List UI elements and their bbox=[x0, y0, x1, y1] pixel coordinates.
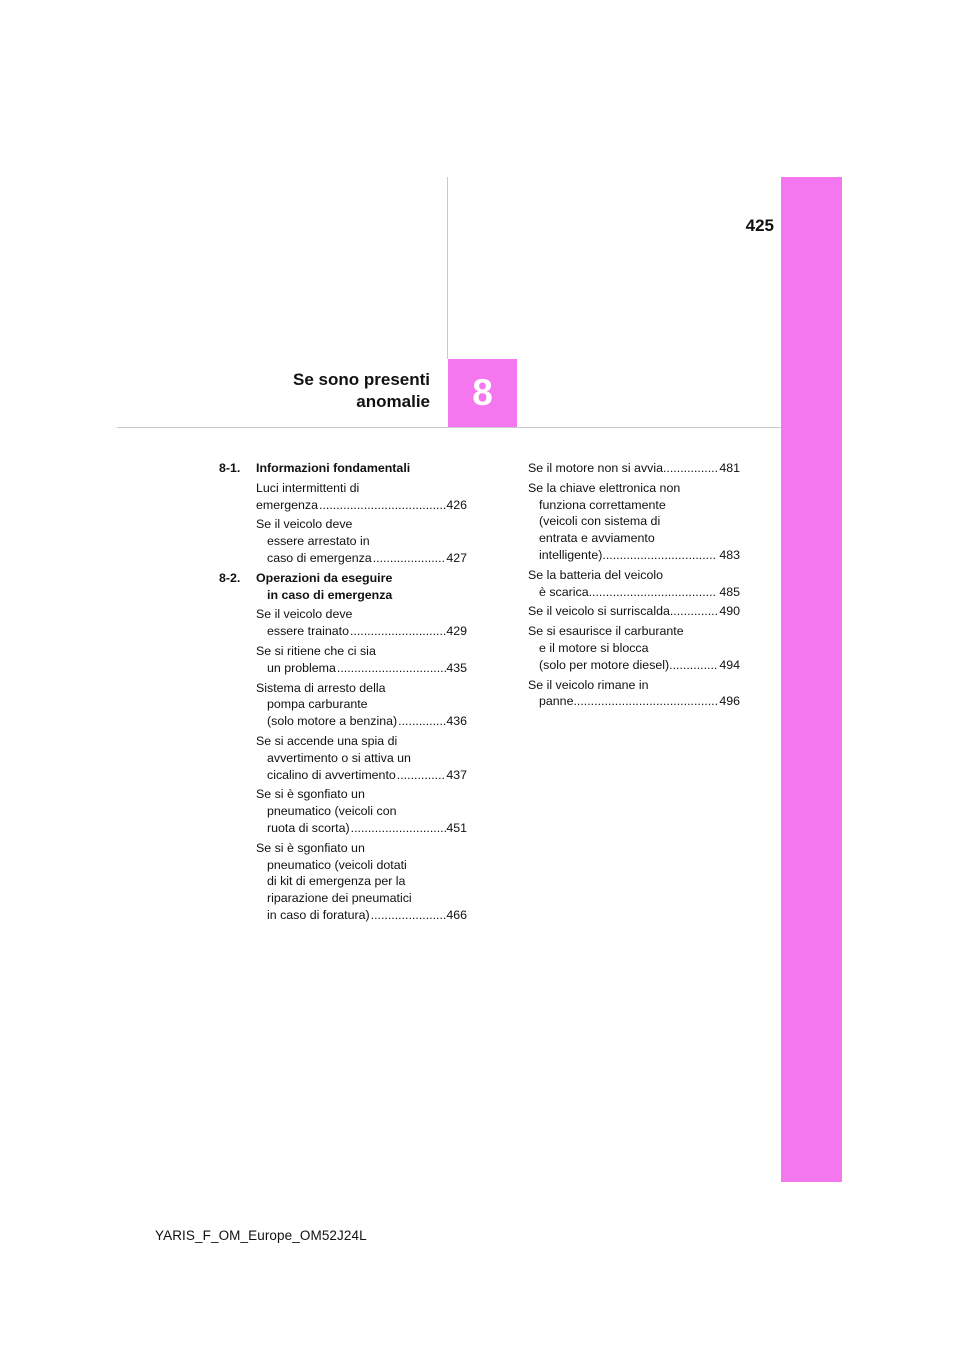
section-title: in caso di emergenza bbox=[267, 587, 393, 602]
toc-entry-text: riparazione dei pneumatici bbox=[267, 891, 412, 906]
toc-entry-text: Se la chiave elettronica non bbox=[528, 480, 681, 495]
toc-entry-text: essere trainato bbox=[267, 624, 349, 639]
toc-entry-text: un problema bbox=[267, 660, 336, 675]
toc-entry-text: Se il veicolo rimane in bbox=[528, 677, 649, 692]
toc-entry[interactable] bbox=[528, 603, 740, 620]
toc-entry-text: funziona correttamente bbox=[539, 497, 666, 512]
toc-entry[interactable] bbox=[528, 567, 740, 601]
toc-entry-text: ruota di scorta) bbox=[267, 820, 350, 835]
toc-entry-text: emergenza bbox=[256, 497, 318, 512]
toc-section-heading bbox=[219, 460, 467, 477]
dot-leader bbox=[589, 584, 718, 601]
toc-entry-text: e il motore si blocca bbox=[539, 640, 649, 655]
toc-right-column bbox=[528, 460, 740, 713]
toc-entry-text: entrata e avviamento bbox=[539, 531, 655, 546]
dot-leader bbox=[371, 907, 447, 924]
toc-entry-page: 481 bbox=[719, 461, 740, 475]
toc-entry-text: Se si ritiene che ci sia bbox=[256, 643, 376, 658]
horizontal-divider bbox=[117, 427, 781, 428]
toc-entry-text: di kit di emergenza per la bbox=[267, 874, 406, 889]
toc-entry-page: 435 bbox=[446, 660, 467, 675]
toc-entry-page: 494 bbox=[719, 657, 740, 672]
toc-entry[interactable] bbox=[256, 680, 467, 730]
toc-entry-page: 485 bbox=[719, 584, 740, 599]
dot-leader bbox=[337, 660, 446, 677]
toc-left-column bbox=[219, 460, 467, 927]
chapter-title bbox=[230, 369, 430, 413]
chapter-side-tab bbox=[781, 177, 842, 1182]
toc-entry-page: 427 bbox=[446, 550, 467, 565]
toc-entry-text: Se il veicolo deve bbox=[256, 517, 353, 532]
dot-leader bbox=[351, 820, 447, 837]
toc-entry-text: (solo per motore diesel) bbox=[539, 657, 670, 672]
toc-entry-text: Se la batteria del veicolo bbox=[528, 567, 664, 582]
toc-entry-text: pompa carburante bbox=[267, 697, 368, 712]
dot-leader bbox=[397, 767, 447, 784]
page-number: 425 bbox=[745, 216, 774, 235]
toc-entry-text: (veicoli con sistema di bbox=[539, 514, 661, 529]
toc-entry-text: Se il motore non si avvia bbox=[528, 461, 663, 475]
toc-entry-page: 436 bbox=[446, 714, 467, 729]
dot-leader bbox=[573, 693, 717, 710]
dot-leader bbox=[373, 550, 447, 567]
toc-entry-text: Se il veicolo deve bbox=[256, 607, 353, 622]
dot-leader bbox=[350, 623, 446, 640]
dot-leader bbox=[398, 713, 446, 730]
toc-entry[interactable] bbox=[528, 460, 740, 477]
toc-entry[interactable] bbox=[528, 480, 740, 564]
toc-section-heading bbox=[219, 570, 467, 604]
toc-entry-text: pneumatico (veicoli con bbox=[267, 804, 397, 819]
section-number: 8-2. bbox=[219, 570, 241, 585]
dot-leader bbox=[319, 497, 446, 514]
toc-entry[interactable] bbox=[256, 516, 467, 566]
toc-entry-text: Se si accende una spia di bbox=[256, 733, 398, 748]
section-title: Informazioni fondamentali bbox=[256, 461, 411, 475]
dot-leader bbox=[669, 657, 717, 674]
toc-entry[interactable] bbox=[256, 786, 467, 836]
toc-entry-text: in caso di foratura) bbox=[267, 907, 370, 922]
toc-entry-page: 496 bbox=[719, 694, 740, 709]
toc-entry-page: 437 bbox=[446, 767, 467, 782]
toc-entry-text: caso di emergenza bbox=[267, 550, 372, 565]
toc-entry-text: Se si esaurisce il carburante bbox=[528, 624, 684, 639]
toc-entry-text: avvertimento o si attiva un bbox=[267, 750, 411, 765]
toc-entry-page: 483 bbox=[719, 547, 740, 562]
section-title: Operazioni da eseguire bbox=[256, 570, 393, 585]
chapter-number-box bbox=[448, 359, 517, 427]
toc-entry-text: è scarica bbox=[539, 584, 589, 599]
toc-entry[interactable] bbox=[528, 623, 740, 673]
toc-entry-text: Luci intermittenti di bbox=[256, 480, 360, 495]
toc-entry-text: Se si è sgonfiato un bbox=[256, 787, 365, 802]
toc-entry-page: 426 bbox=[446, 497, 467, 512]
vertical-divider bbox=[447, 177, 448, 359]
section-number: 8-1. bbox=[219, 461, 241, 475]
toc-entry-text: Se si è sgonfiato un bbox=[256, 840, 365, 855]
toc-entry-page: 466 bbox=[446, 907, 467, 922]
toc-entry[interactable] bbox=[256, 733, 467, 783]
toc-entry[interactable] bbox=[256, 840, 467, 924]
toc-entry-page: 490 bbox=[719, 604, 740, 619]
dot-leader bbox=[670, 603, 717, 620]
toc-entry-text: pneumatico (veicoli dotati bbox=[267, 857, 407, 872]
dot-leader bbox=[602, 547, 717, 564]
chapter-title-line: Se sono presenti bbox=[293, 370, 430, 389]
toc-entry-text: (solo motore a benzina) bbox=[267, 714, 398, 729]
toc-entry-page: 451 bbox=[446, 820, 467, 835]
toc-entry-text: intelligente) bbox=[539, 547, 603, 562]
dot-leader bbox=[663, 460, 717, 477]
toc-entry[interactable] bbox=[256, 606, 467, 640]
toc-entry[interactable] bbox=[256, 480, 467, 514]
toc-entry[interactable] bbox=[256, 643, 467, 677]
toc-entry-text: cicalino di avvertimento bbox=[267, 767, 396, 782]
toc-entry-text: Sistema di arresto della bbox=[256, 680, 386, 695]
toc-entry-text: Se il veicolo si surriscalda bbox=[528, 604, 670, 619]
toc-entry[interactable] bbox=[528, 677, 740, 711]
toc-entry-page: 429 bbox=[446, 624, 467, 639]
document-footer: YARIS_F_OM_Europe_OM52J24L bbox=[155, 1228, 367, 1243]
chapter-number: 8 bbox=[472, 372, 493, 413]
toc-entry-text: essere arrestato in bbox=[267, 534, 370, 549]
chapter-title-line: anomalie bbox=[356, 392, 430, 411]
toc-entry-text: panne bbox=[539, 694, 574, 709]
